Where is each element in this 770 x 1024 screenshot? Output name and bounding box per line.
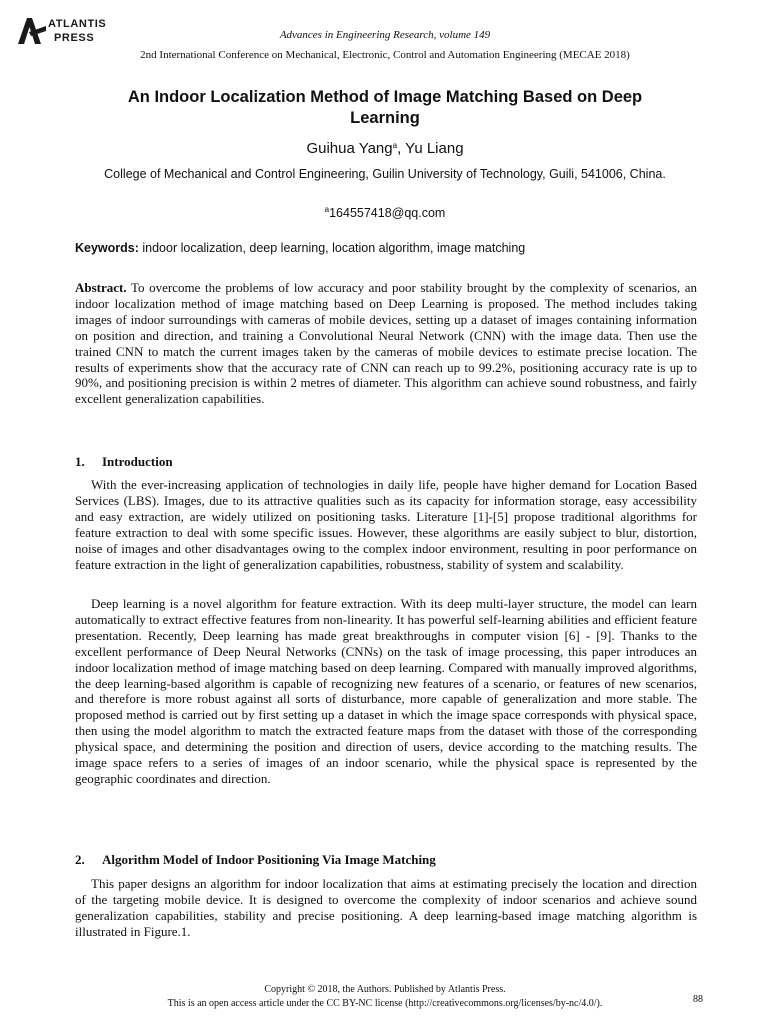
author-email: [0, 206, 770, 220]
author-name: Yu Liang: [405, 140, 464, 157]
email-address: 164557418@qq.com: [329, 206, 446, 220]
abstract: [75, 280, 697, 407]
body-paragraph: With the ever-increasing application of technologies in daily life, people have higher demand for Location Based Services (LBS). Images, due to its attractive qualities such as its capacity for information storage, easy accessibility and easy extraction, are widely utilized on positioning tasks. Literature [1]-[5] propose traditional algorithms for feature extraction to deal with some specific issues. However, these algorithms are easily subject to blur, distortion, noise of images and other disadvantages owing to the complex indoor environment, resulting in poor performance on feature extraction in the light of generalization capabilities, robustness, stability of system and scalability.: [75, 477, 697, 572]
section-number: 1.: [75, 454, 85, 469]
email-superscript: a: [324, 205, 330, 214]
author-list: [0, 140, 770, 157]
author-name: Guihua Yang: [306, 140, 393, 157]
body-paragraph: This paper designs an algorithm for indoor localization that aims at estimating precisely the location and direction of the targeting mobile device. It is designed to overcome the complexity of indoor scenarios and achieve sound generalization capabilities, stability and precise positioning. A deep learning-based image matching algorithm is illustrated in Figure.1.: [75, 876, 697, 939]
section-title: Introduction: [102, 454, 173, 469]
logo-line-2: PRESS: [54, 32, 95, 44]
logo-line-1: ATLANTIS: [48, 18, 107, 30]
paper-title: An Indoor Localization Method of Image Matching Based on Deep Learning: [127, 88, 643, 127]
conference-name: 2nd International Conference on Mechanical, Electronic, Control and Automation Engineering (MECAE 2018): [140, 49, 630, 61]
page-number: 88: [693, 994, 703, 1005]
keywords-label: Keywords:: [75, 241, 139, 255]
keywords: [75, 241, 695, 255]
section-heading: [75, 454, 173, 470]
copyright-notice: Copyright © 2018, the Authors. Published by Atlantis Press.: [264, 984, 506, 995]
author-superscript: a: [392, 141, 398, 150]
journal-series: Advances in Engineering Research, volume 149: [279, 29, 491, 41]
section-number: 2.: [75, 852, 85, 867]
author-separator: ,: [397, 140, 406, 157]
section-title: Algorithm Model of Indoor Positioning Via Image Matching: [102, 852, 436, 867]
license-notice: This is an open access article under the CC BY-NC license (http://creativecommons.org/licenses/by-nc/4.0/).: [167, 998, 603, 1009]
affiliation: College of Mechanical and Control Engineering, Guilin University of Technology, Guili, 541006, China.: [104, 167, 666, 181]
body-paragraph: Deep learning is a novel algorithm for feature extraction. With its deep multi-layer structure, the model can learn automatically to extract effective features from non-linearity. It has powerful self-learning abilities and efficient feature presentation. Recently, Deep learning has made great breakthroughs in computer vision [6] - [9]. Thanks to the excellent performance of Deep Neural Networks (CNNs) on the task of image processing, this paper introduces an indoor localization method of image matching based on deep learning. Compared with manually improved algorithms, the deep learning-based algorithm is capable of recognizing new features of a scenario, or features of new scenarios, and therefore is more robust against all sorts of disturbance, more capable of generalization and more stable. The proposed method is carried out by first setting up a dataset in which the image space corresponds with physical space, then using the model algorithm to match the extracted feature maps from the dataset with those of the corresponding physical space, and determining the position and direction of users, device according to the matching results. The image space refers to a series of images of an indoor scenario, while the physical space is represented by the geographic coordinates and direction.: [75, 596, 697, 786]
keywords-text: indoor localization, deep learning, location algorithm, image matching: [138, 241, 526, 255]
abstract-text: To overcome the problems of low accuracy and poor stability brought by the complexity of scenarios, an indoor localization method of image matching based on Deep Learning is proposed. The method includes taking images of indoor surroundings with cameras of mobile devices, setting up a dataset of images containing information on position and direction, and training a Convolutional Neural Network (CNN) with the image data. Then use the trained CNN to match the current images taken by the cameras of mobile devices to estimate precise location. The results of experiments show that the accuracy rate of CNN can reach up to 99.2%, positioning accuracy rate is up to 90%, and positioning precision is within 2 metres of diameter. This algorithm can achieve sound robustness, and fairly excellent generalization capabilities.: [75, 280, 697, 407]
section-heading: [75, 852, 436, 868]
abstract-label: Abstract.: [75, 280, 127, 295]
